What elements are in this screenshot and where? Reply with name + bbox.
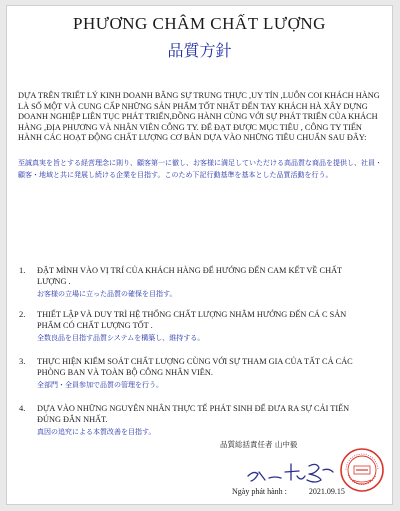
handwritten-signature bbox=[245, 458, 337, 486]
document-title: PHƯƠNG CHÂM CHẤT LƯỢNG bbox=[73, 14, 326, 33]
company-seal-icon bbox=[339, 447, 385, 493]
item-text-japanese: お客様の立場に立った品質の確保を目指す。 bbox=[37, 290, 177, 298]
item-text-vietnamese: THỰC HIỆN KIỂM SOÁT CHẤT LƯỢNG CÙNG VỚI SỰ THAM GIA CỦA TẤT CẢ CÁC PHÒNG BAN VÀ TOÀN BỘ CÔNG NHÂN VIÊN. bbox=[37, 357, 353, 377]
item-text-japanese: 全部門・全員参加で品質の管理を行う。 bbox=[37, 381, 163, 389]
item-number: 2. bbox=[19, 309, 26, 319]
item-number: 3. bbox=[19, 356, 26, 366]
item-text-japanese: 全数良品を目指す品質システムを構築し、維持する。 bbox=[37, 334, 205, 342]
issue-date: 2021.09.15 bbox=[308, 487, 345, 496]
item-text-vietnamese: ĐẶT MÌNH VÀO VỊ TRÍ CỦA KHÁCH HÀNG ĐỂ HƯỚNG ĐẾN CAM KẾT VỀ CHẤT LƯỢNG . bbox=[37, 266, 342, 286]
item-text-vietnamese: DỰA VÀO NHỮNG NGUYÊN NHÂN THỰC TẾ PHÁT SINH ĐỂ ĐƯA RA SỰ CẢI TIẾN ĐÚNG ĐẮN NHẤT. bbox=[37, 404, 350, 424]
document-subtitle: 品質方針 bbox=[167, 41, 232, 60]
item-text-vietnamese: THIẾT LẬP VÀ DUY TRÌ HỆ THỐNG CHẤT LƯỢNG NHẰM HƯỚNG ĐẾN CÁ C SẢN PHẨM CÓ CHẤT LƯỢNG TỐT . bbox=[37, 310, 347, 330]
item-number: 1. bbox=[19, 265, 26, 275]
item-text-japanese: 真因の追究による本質改善を目指す。 bbox=[37, 428, 156, 436]
item-number: 4. bbox=[19, 403, 26, 413]
document-page bbox=[6, 5, 393, 505]
intro-japanese: 至誠真実を旨とする経営理念に則り、顧客第一に徹し、お客様に満足していただける高品質な商品を提供し、社員・顧客・地域と共に発展し続ける企業を目指す。このため下記行動基準を基本とした品質活動を行う。 bbox=[18, 159, 382, 179]
issue-line bbox=[232, 487, 345, 496]
intro-vietnamese: DỰA TRÊN TRIẾT LÝ KINH DOANH BẰNG SỰ TRUNG THỰC ,UY TÍN ,LUÔN COI KHÁCH HÀNG LÀ SỐ MỘT VÀ CUNG CẤP NHỮNG SẢN PHẨM TỐT NHẤT ĐẾN TAY KHÁCH HÀ XÂY DỰNG DOANH NGHIỆP LIÊN TỤC PHÁT TRIỂN,ĐỒNG HÀNH CÙNG VỚI SỰ PHÁT TRIỂN CỦA KHÁCH HÀNG ,ĐỊA PHƯƠNG VÀ NHÂN VIÊN CÔNG TY. ĐỂ ĐẠT ĐƯỢC MỤC TIÊU , CÔNG TY TIẾN HÀNH CÁC HOẠT ĐỘNG CHẤT LƯỢNG CƠ BẢN DỰA VÀO NHỮNG TIÊU CHUẨN SAU ĐÂY: bbox=[18, 91, 380, 142]
issue-label: Ngày phát hành : bbox=[232, 487, 287, 496]
signer-name: 品質総括責任者 山中毅 bbox=[220, 440, 298, 449]
